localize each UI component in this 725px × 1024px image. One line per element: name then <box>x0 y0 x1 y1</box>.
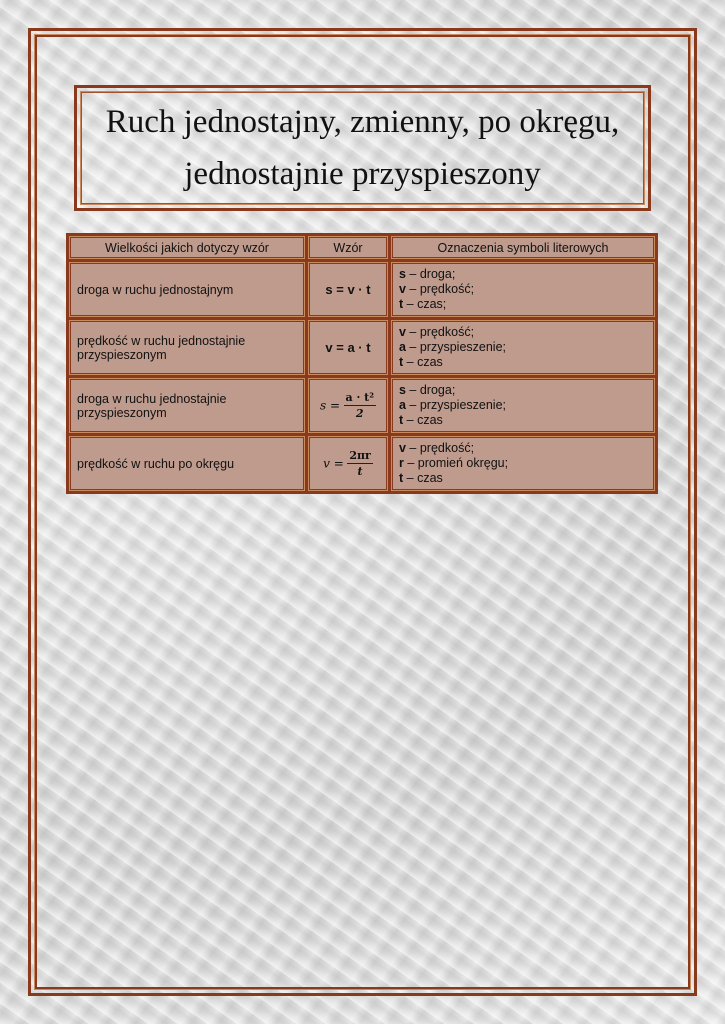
formulas-table <box>66 233 658 494</box>
formula-text: s = v · t <box>325 282 371 297</box>
legend-line <box>399 267 647 282</box>
legend-line <box>399 282 647 297</box>
formula-fraction <box>347 449 373 478</box>
fraction-numerator: 2πr <box>349 449 371 462</box>
quantity-cell: prędkość w ruchu po okręgu <box>69 436 305 491</box>
formula-cell <box>308 320 388 375</box>
header-symbols: Oznaczenia symboli literowych <box>391 236 655 259</box>
legend-line <box>399 355 647 370</box>
symbol-desc: – droga; <box>405 383 456 397</box>
legend-line <box>399 471 647 486</box>
symbol-desc: – droga; <box>405 267 456 281</box>
legend-line <box>399 413 647 428</box>
fraction-numerator: a · t² <box>345 391 375 404</box>
legend-cell <box>391 436 655 491</box>
symbol-desc: – przyspieszenie; <box>405 398 507 412</box>
fraction-denominator: 2 <box>355 407 364 420</box>
symbol: t <box>399 355 404 369</box>
symbol: a <box>399 398 406 412</box>
symbol-desc: – promień okręgu; <box>403 456 509 470</box>
legend-cell <box>391 262 655 317</box>
symbol: v <box>399 282 406 296</box>
header-quantity: Wielkości jakich dotyczy wzór <box>69 236 305 259</box>
symbol: t <box>399 471 404 485</box>
formula-cell <box>308 262 388 317</box>
quantity-cell: prędkość w ruchu jednostajnie przyspieszonym <box>69 320 305 375</box>
legend-line <box>399 398 647 413</box>
legend-line <box>399 441 647 456</box>
symbol: s <box>399 267 406 281</box>
title-box <box>74 85 651 211</box>
table-header-row <box>69 236 655 259</box>
legend-line <box>399 383 647 398</box>
legend-line <box>399 297 647 312</box>
quantity-cell: droga w ruchu jednostajnie przyspieszonym <box>69 378 305 433</box>
symbol: v <box>399 325 406 339</box>
page-title: Ruch jednostajny, zmienny, po okręgu, jednostajnie przyspieszony <box>105 104 620 192</box>
symbol-desc: – czas <box>403 413 443 427</box>
table-row <box>69 378 655 433</box>
table-row <box>69 320 655 375</box>
formula-text: v = a · t <box>325 340 371 355</box>
symbol-desc: – przyspieszenie; <box>405 340 507 354</box>
legend-cell <box>391 378 655 433</box>
header-formula: Wzór <box>308 236 388 259</box>
formula-cell <box>308 436 388 491</box>
symbol: a <box>399 340 406 354</box>
formula-lhs: s = <box>319 398 341 413</box>
symbol: t <box>399 413 404 427</box>
symbol-desc: – prędkość; <box>405 325 475 339</box>
legend-line <box>399 456 647 471</box>
symbol-desc: – prędkość; <box>405 441 475 455</box>
symbol: t <box>399 297 404 311</box>
quantity-cell: droga w ruchu jednostajnym <box>69 262 305 317</box>
fraction-denominator: t <box>357 465 363 478</box>
symbol-desc: – prędkość; <box>405 282 475 296</box>
formula-fraction <box>344 391 377 420</box>
legend-cell <box>391 320 655 375</box>
symbol-desc: – czas <box>403 355 443 369</box>
symbol: s <box>399 383 406 397</box>
symbol-desc: – czas <box>403 471 443 485</box>
symbol-desc: – czas; <box>403 297 447 311</box>
table-row <box>69 436 655 491</box>
symbol: v <box>399 441 406 455</box>
legend-line <box>399 325 647 340</box>
formula-cell <box>308 378 388 433</box>
formula-lhs: v = <box>323 456 344 471</box>
symbol: r <box>399 456 404 470</box>
table-row <box>69 262 655 317</box>
legend-line <box>399 340 647 355</box>
